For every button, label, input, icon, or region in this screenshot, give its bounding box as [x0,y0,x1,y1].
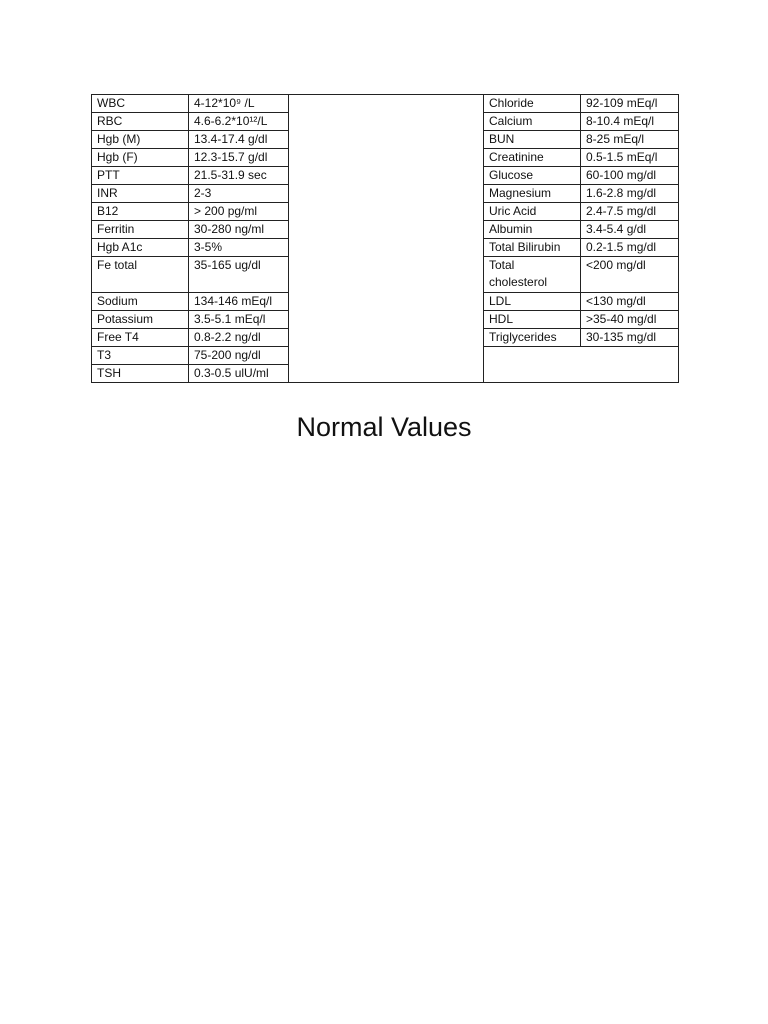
blank-middle-column [289,95,484,383]
right-test-name: Albumin [484,221,581,239]
right-test-name: Creatinine [484,149,581,167]
right-test-name: Total Bilirubin [484,239,581,257]
left-test-name: Fe total [92,257,189,293]
left-test-name: Potassium [92,311,189,329]
right-test-name: Magnesium [484,185,581,203]
left-test-name: WBC [92,95,189,113]
left-test-name: B12 [92,203,189,221]
right-test-range: 0.5-1.5 mEq/l [581,149,679,167]
right-test-name: Uric Acid [484,203,581,221]
left-test-range: 134-146 mEq/l [189,293,289,311]
lab-values-table [91,94,679,383]
left-test-range: 0.3-0.5 ulU/ml [189,365,289,383]
right-test-range: 8-25 mEq/l [581,131,679,149]
left-test-name: Sodium [92,293,189,311]
right-test-name: Calcium [484,113,581,131]
left-test-range: 4.6-6.2*10¹²/L [189,113,289,131]
right-test-name: HDL [484,311,581,329]
left-test-range: 0.8-2.2 ng/dl [189,329,289,347]
right-test-range: <200 mg/dl [581,257,679,293]
left-test-name: TSH [92,365,189,383]
left-test-range: 4-12*10⁹ /L [189,95,289,113]
left-test-name: Hgb (M) [92,131,189,149]
right-test-range: 2.4-7.5 mg/dl [581,203,679,221]
left-test-name: Free T4 [92,329,189,347]
left-test-name: Hgb (F) [92,149,189,167]
right-test-range: >35-40 mg/dl [581,311,679,329]
right-test-range: 30-135 mg/dl [581,329,679,347]
left-test-range: 30-280 ng/ml [189,221,289,239]
right-test-name: Glucose [484,167,581,185]
left-test-name: PTT [92,167,189,185]
left-test-name: T3 [92,347,189,365]
left-test-name: INR [92,185,189,203]
left-test-name: Hgb A1c [92,239,189,257]
right-test-name: Chloride [484,95,581,113]
left-test-range: 13.4-17.4 g/dl [189,131,289,149]
right-test-range: 0.2-1.5 mg/dl [581,239,679,257]
left-test-range: 3.5-5.1 mEq/l [189,311,289,329]
left-test-range: 35-165 ug/dl [189,257,289,293]
right-test-range: 92-109 mEq/l [581,95,679,113]
right-test-range: 8-10.4 mEq/l [581,113,679,131]
page-title: Normal Values [296,412,472,442]
empty-right-cell [484,347,679,383]
left-test-range: > 200 pg/ml [189,203,289,221]
right-test-name: Total cholesterol [484,257,581,293]
right-test-range: 60-100 mg/dl [581,167,679,185]
right-test-name: LDL [484,293,581,311]
left-test-range: 2-3 [189,185,289,203]
right-test-name: Triglycerides [484,329,581,347]
left-test-range: 3-5% [189,239,289,257]
left-test-range: 75-200 ng/dl [189,347,289,365]
right-test-name: BUN [484,131,581,149]
left-test-name: Ferritin [92,221,189,239]
right-test-range: 3.4-5.4 g/dl [581,221,679,239]
left-test-name: RBC [92,113,189,131]
right-test-range: 1.6-2.8 mg/dl [581,185,679,203]
left-test-range: 21.5-31.9 sec [189,167,289,185]
right-test-range: <130 mg/dl [581,293,679,311]
left-test-range: 12.3-15.7 g/dl [189,149,289,167]
table-row [92,95,679,113]
